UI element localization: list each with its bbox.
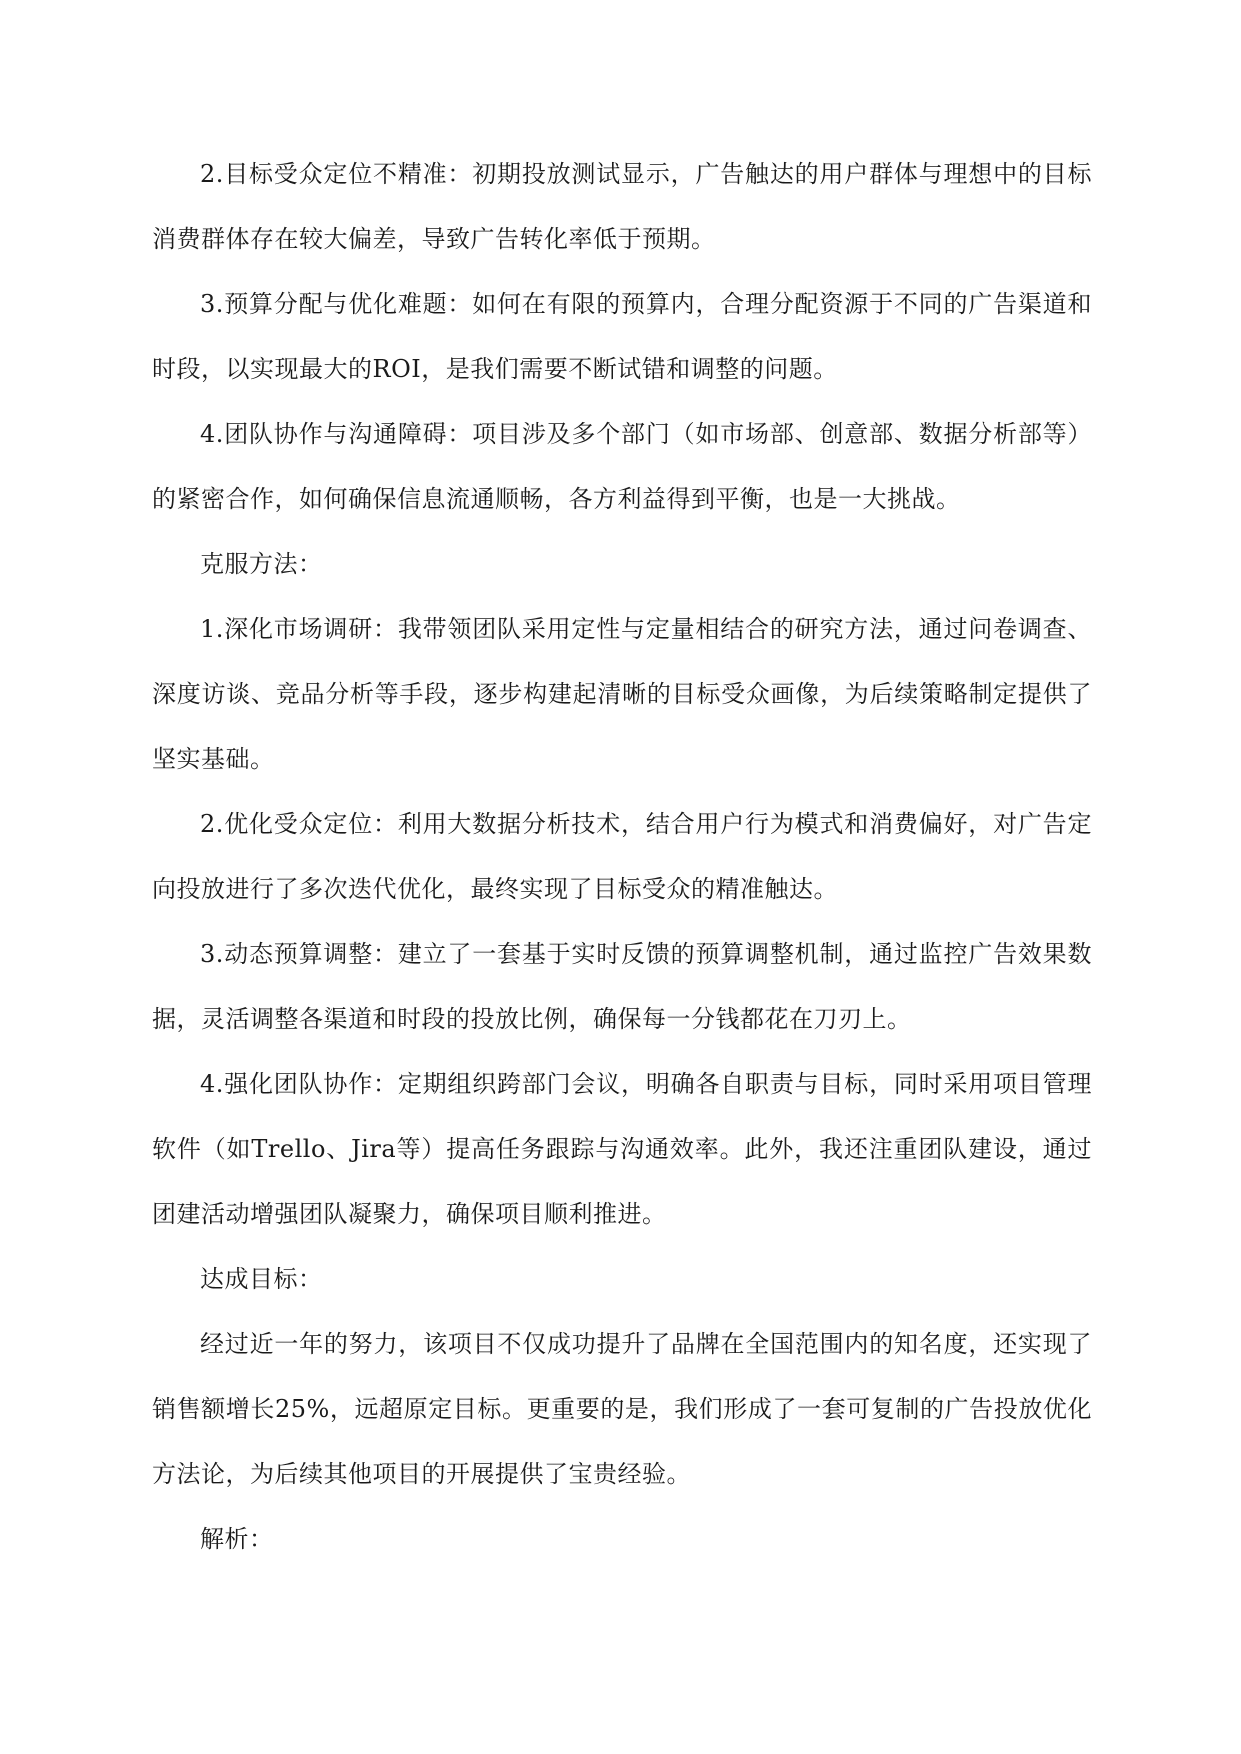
heading-results: 达成目标： [200,1265,323,1293]
paragraph-audience-targeting-issue: 2.目标受众定位不精准：初期投放测试显示，广告触达的用户群体与理想中的目标消费群体存在较大偏差，导致广告转化率低于预期。 [152,160,1092,253]
document-body [152,142,1092,1572]
heading-solutions: 克服方法： [200,550,323,578]
paragraph-dynamic-budget: 3.动态预算调整：建立了一套基于实时反馈的预算调整机制，通过监控广告效果数据，灵活调整各渠道和时段的投放比例，确保每一分钱都花在刀刃上。 [152,940,1092,1033]
paragraph-market-research: 1.深化市场调研：我带领团队采用定性与定量相结合的研究方法，通过问卷调查、深度访谈、竞品分析等手段，逐步构建起清晰的目标受众画像，为后续策略制定提供了坚实基础。 [152,615,1092,773]
paragraph-team-collaboration-issue: 4.团队协作与沟通障碍：项目涉及多个部门（如市场部、创意部、数据分析部等）的紧密合作，如何确保信息流通顺畅，各方利益得到平衡，也是一大挑战。 [152,420,1092,513]
paragraph-audience-optimization: 2.优化受众定位：利用大数据分析技术，结合用户行为模式和消费偏好，对广告定向投放进行了多次迭代优化，最终实现了目标受众的精准触达。 [152,810,1092,903]
paragraph-team-strengthening: 4.强化团队协作：定期组织跨部门会议，明确各自职责与目标，同时采用项目管理软件（如Trello、Jira等）提高任务跟踪与沟通效率。此外，我还注重团队建设，通过团建活动增强团队凝聚力，确保项目顺利推进。 [152,1070,1092,1228]
paragraph-budget-allocation-issue: 3.预算分配与优化难题：如何在有限的预算内，合理分配资源于不同的广告渠道和时段，以实现最大的ROI，是我们需要不断试错和调整的问题。 [152,290,1092,383]
paragraph-results-summary: 经过近一年的努力，该项目不仅成功提升了品牌在全国范围内的知名度，还实现了销售额增长25%，远超原定目标。更重要的是，我们形成了一套可复制的广告投放优化方法论，为后续其他项目的开展提供了宝贵经验。 [152,1330,1092,1488]
heading-analysis: 解析： [200,1525,274,1553]
